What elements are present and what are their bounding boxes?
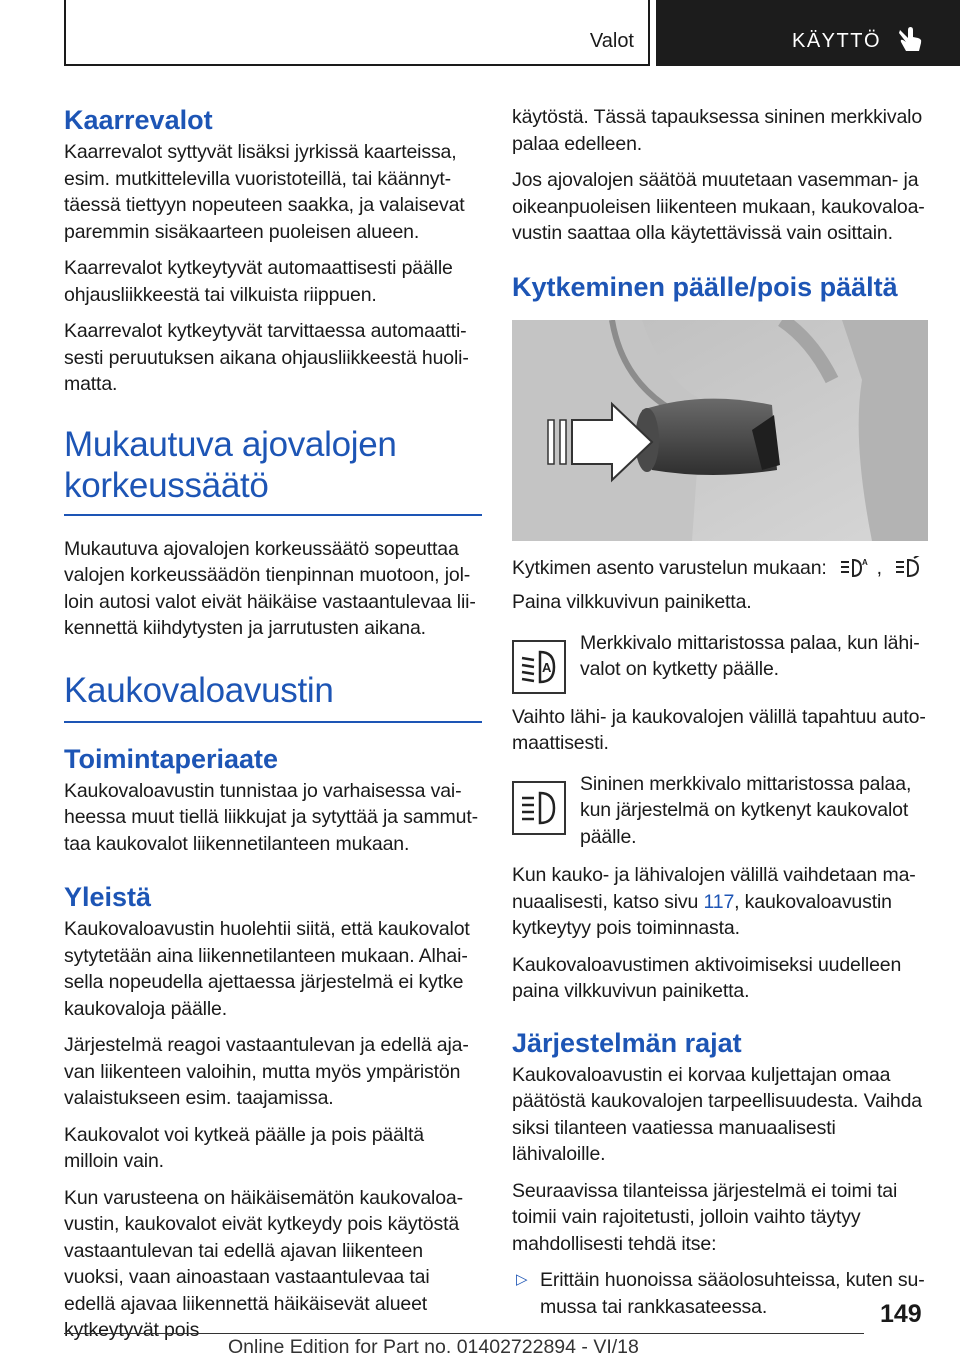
svg-text:A: A	[542, 659, 552, 675]
bullet-triangle-icon: ▷	[516, 1271, 528, 1288]
paragraph: Järjestelmä reagoi vastaantulevan ja edellä ajavan liikenteen valoihin, mutta myös ympäristön valaistukseen esim. taajamissa.	[64, 1034, 469, 1109]
indicator-note-2	[512, 771, 928, 851]
paragraph: Kytkimen asento varustelun mukaan:	[512, 556, 827, 579]
heading-kaarrevalot: Kaarrevalot	[64, 105, 213, 135]
footer-edition-text: Online Edition for Part no. 01402722894 - VI/18	[228, 1336, 639, 1358]
page-reference-link[interactable]: 117	[703, 890, 735, 913]
text-fragment: , kaukovaloavustin kytkeytyy pois toiminnasta.	[512, 890, 892, 939]
automatic-high-beam-icon	[839, 556, 869, 580]
header-chapter-label: KÄYTTÖ	[792, 30, 882, 52]
paragraph: Kun varusteena on häikäisemätön kaukovaloavustin, kaukovalot eivät kytkeydy pois käytöstä vastaantulevan tai edellä ajavan liikenteen vuoksi, vaan ainoastaan vastaantulevaa tai edellä ajavaa liikennettä häikäisevät alueet kytkeytyvät pois	[64, 1186, 464, 1341]
high-beam-assist-icon	[894, 556, 924, 580]
heading-kaukovaloavustin: Kaukovaloavustin	[64, 670, 482, 723]
heading-yleista: Yleistä	[64, 882, 152, 912]
paragraph: Kaarrevalot kytkeytyvät automaattisesti päälle ohjausliikkeestä tai vilkuista riippuen.	[64, 257, 453, 306]
separator: ,	[876, 556, 882, 579]
hand-pointing-icon	[896, 24, 924, 54]
paragraph: Sininen merkkivalo mittaristossa palaa, kun järjestelmä on kytkenyt kaukovalot päälle.	[580, 772, 912, 848]
paragraph: käytöstä. Tässä tapauksessa sininen merkkivalo palaa edelleen.	[512, 106, 923, 155]
paragraph: Kaukovaloavustin tunnistaa jo varhaisessa vaiheessa muut tiellä liikkujat ja sytyttää ja sammuttaa kaukovalot liikennetilanteen mukaan.	[64, 779, 479, 855]
footer-divider	[64, 1333, 864, 1334]
paragraph-with-page-link	[512, 862, 928, 942]
list-item	[512, 1267, 928, 1320]
paragraph: Kaukovalot voi kytkeä päälle ja pois päältä milloin vain.	[64, 1123, 424, 1172]
paragraph: Seuraavissa tilanteissa järjestelmä ei toimi tai toimii vain rajoitetusti, jolloin vaihto täytyy mahdollisesti tehdä itse:	[512, 1179, 898, 1255]
high-beam-indicator-icon	[512, 781, 566, 835]
heading-toimintaperiaate: Toimintaperiaate	[64, 743, 279, 774]
right-column	[512, 100, 928, 1320]
header-section-label: Valot	[589, 30, 634, 52]
lever-illustration	[512, 320, 928, 541]
paragraph: Vaihto lähi- ja kaukovalojen välillä tapahtuu automaattisesti.	[512, 705, 926, 754]
paragraph: Jos ajovalojen säätöä muutetaan vasemman- ja oikeanpuoleisen liikenteen mukaan, kaukovaloavustin saattaa olla käytettävissä vain osittain.	[512, 169, 925, 244]
indicator-note-1	[512, 630, 928, 694]
heading-kytkeminen: Kytkeminen päälle/pois päältä	[512, 271, 898, 302]
turn-signal-lever-figure	[512, 320, 928, 541]
header-section-box	[64, 0, 650, 66]
paragraph: Merkkivalo mittaristossa palaa, kun lähivalot on kytketty päälle.	[580, 631, 920, 680]
low-beam-indicator-icon	[512, 640, 566, 694]
paragraph: Kaarrevalot syttyvät lisäksi jyrkissä kaarteissa, esim. mutkittelevilla vuoristoteillä, tai käännyttäessä tiettyyn nopeuteen saakka, ja valaisevat paremmin sisäkaarteen puoleisen alueen.	[64, 141, 465, 243]
switch-position-line	[512, 555, 928, 582]
paragraph: Paina vilkkuvivun painiketta.	[512, 591, 752, 613]
paragraph: Kaukovaloavustin huolehtii siitä, että kaukovalot sytytetään aina liikennetilanteen mukaan. Alhaisella nopeudella ajettaessa järjestelmä ei kytke kaukovaloja päälle.	[64, 918, 470, 1020]
text-fragment: Kun kauko- ja lähivalojen välillä vaihdetaan manuaalisesti, katso sivu	[512, 864, 916, 913]
page-number: 149	[880, 1300, 922, 1328]
paragraph: Mukautuva ajovalojen korkeussäätö sopeuttaa valojen korkeussäädön tienpinnan muotoon, jolloin autosi valot eivät häikäise vastaantulevaa liikennettä kiihdytysten ja jarrutusten aikana.	[64, 537, 476, 639]
list-item-text: Erittäin huonoissa sääolosuhteissa, kuten sumussa tai rankkasateessa.	[540, 1269, 925, 1318]
paragraph: Kaukovaloavustimen aktivoimiseksi uudelleen paina vilkkuvivun painiketta.	[512, 953, 902, 1002]
paragraph: Kaukovaloavustin ei korvaa kuljettajan omaa päätöstä kaukovalojen tarpeellisuudesta. Vaihda siksi tilanteen vaatiessa manuaalisesti lähivaloille.	[512, 1063, 922, 1165]
header-chapter-box	[656, 0, 960, 66]
paragraph: Kaarrevalot kytkeytyvät tarvittaessa automaattisesti peruutuksen aikana ohjausliikkeestä huolimatta.	[64, 320, 469, 395]
heading-jarjestelman-rajat: Järjestelmän rajat	[512, 1027, 742, 1058]
left-column	[64, 100, 482, 1344]
heading-mukautuva: Mukautuva ajovalojen korkeussäätö	[64, 424, 482, 516]
svg-text:A: A	[861, 557, 868, 567]
